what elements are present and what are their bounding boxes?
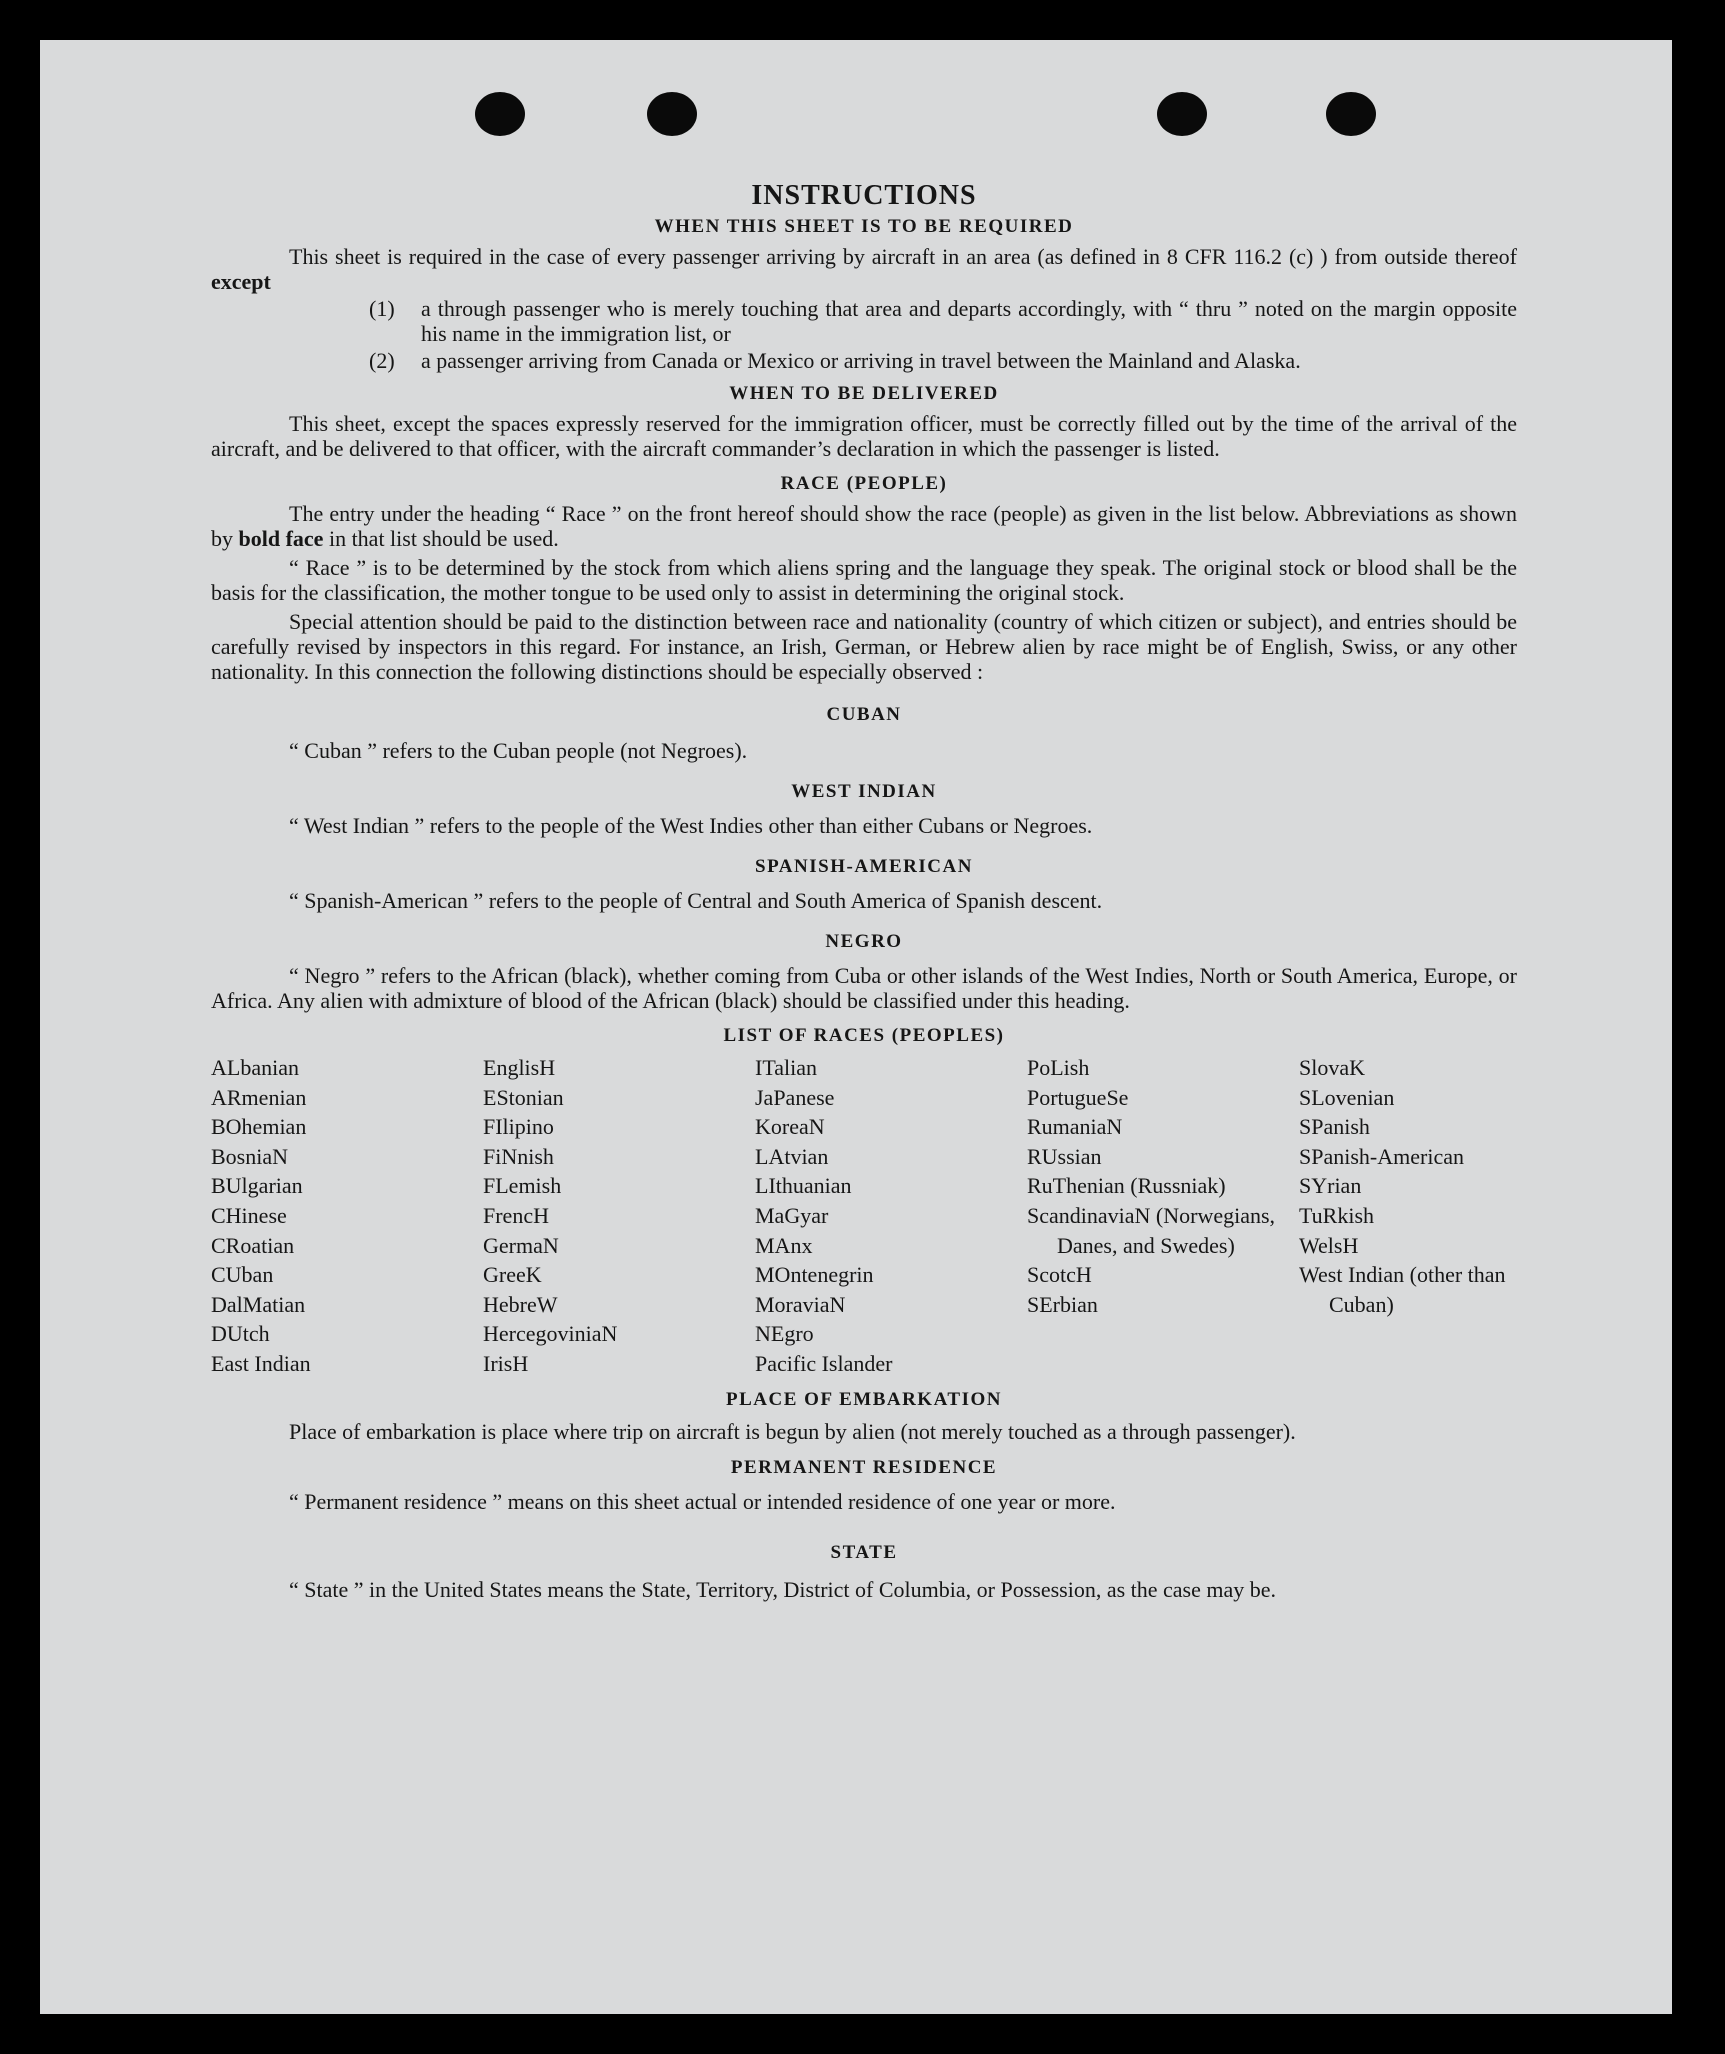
- race-paragraph-2: “ Race ” is to be determined by the stock from which aliens spring and the language they speak. The original stock or blood shall be the basis for the classification, the mother tongue to be used only to assist in determining the original stock.: [211, 555, 1517, 605]
- punch-hole: [1157, 92, 1207, 136]
- races-list: [211, 1053, 1517, 1379]
- section-heading-spanish-american: SPANISH-AMERICAN: [755, 856, 973, 877]
- race-paragraph-3: Special attention should be paid to the distinction between race and nationality (country of which citizen or subject), and entries should be carefully revised by inspectors in this regard. For instance, an Irish, German, or Hebrew alien by race might be of English, Swiss, or any other nationality. In this connection the following distinctions should be especially observed :: [211, 609, 1517, 684]
- race-entry: ALbanian: [211, 1055, 299, 1080]
- race-entry: SLovenian: [1299, 1084, 1395, 1110]
- section-heading-west-indian: WEST INDIAN: [791, 781, 937, 802]
- required-text: This sheet is required in the case of every passenger arriving by aircraft in an area (as defined in 8 CFR 116.2 (c) ) from outside thereof: [289, 244, 1517, 269]
- races-column: [755, 1053, 1027, 1379]
- race-entry: ScandinaviaN (Norwegians, Danes, and Swedes): [1027, 1202, 1276, 1258]
- item-text: a passenger arriving from Canada or Mexico or arriving in travel between the Mainland and Alaska.: [421, 348, 1301, 373]
- race-entry: FLemish: [483, 1173, 562, 1199]
- race-entry: FiNnish: [483, 1143, 554, 1169]
- race-entry: CRoatian: [211, 1232, 295, 1258]
- race-text: The entry under the heading “ Race ” on the front hereof should show the race (people) as given in the list below. Abbreviations as shown by: [211, 501, 1517, 551]
- race-entry: East Indian: [211, 1350, 311, 1376]
- section-heading-negro: NEGRO: [825, 931, 903, 952]
- section-heading-required: WHEN THIS SHEET IS TO BE REQUIRED: [654, 216, 1074, 237]
- races-column: [211, 1053, 483, 1379]
- exception-item: [369, 296, 1517, 346]
- race-entry: TuRkish: [1299, 1202, 1375, 1228]
- race-entry: SlovaK: [1299, 1055, 1365, 1080]
- race-entry: DUtch: [211, 1321, 270, 1347]
- embarkation-paragraph: Place of embarkation is place where trip on aircraft is begun by alien (not merely touched as a through passenger).: [289, 1418, 1296, 1444]
- west-indian-paragraph: “ West Indian ” refers to the people of the West Indies other than either Cubans or Negroes.: [289, 813, 1093, 838]
- race-entry: LAtvian: [755, 1143, 829, 1169]
- race-entry: HebreW: [483, 1291, 558, 1317]
- race-entry: SErbian: [1027, 1291, 1098, 1317]
- state-paragraph: “ State ” in the United States means the State, Territory, District of Columbia, or Possession, as the case may be.: [289, 1576, 1277, 1602]
- race-entry: PortugueSe: [1027, 1084, 1129, 1110]
- race-entry: SYrian: [1299, 1173, 1362, 1199]
- race-text: in that list should be used.: [328, 526, 559, 551]
- exception-item: [369, 348, 1517, 373]
- race-entry: LIthuanian: [755, 1173, 852, 1199]
- race-entry: ScotcH: [1027, 1262, 1092, 1288]
- race-paragraph-1: [211, 501, 1517, 551]
- section-heading-races-list: LIST OF RACES (PEOPLES): [723, 1025, 1005, 1046]
- race-entry: ARmenian: [211, 1084, 307, 1110]
- race-entry: WelsH: [1299, 1232, 1359, 1258]
- race-entry: GermaN: [483, 1232, 559, 1258]
- race-entry: IrisH: [483, 1350, 529, 1376]
- punch-hole: [1326, 92, 1376, 136]
- race-entry: RuThenian (Russniak): [1027, 1173, 1226, 1199]
- race-entry: GreeK: [483, 1262, 542, 1288]
- race-entry: EnglisH: [483, 1055, 556, 1080]
- race-entry: BOhemian: [211, 1114, 307, 1140]
- race-entry: MOntenegrin: [755, 1262, 874, 1288]
- delivered-paragraph: This sheet, except the spaces expressly reserved for the immigration officer, must be correctly filled out by the time of the arrival of the aircraft, and be delivered to that officer, with the aircraft commander’s declaration in which the passenger is listed.: [211, 411, 1517, 461]
- races-column: [1027, 1053, 1299, 1379]
- item-text: a through passenger who is merely touching that area and departs accordingly, with “ thru ” noted on the margin opposite his name in the immigration list, or: [421, 296, 1517, 346]
- except-word: except: [211, 269, 271, 294]
- negro-paragraph: “ Negro ” refers to the African (black), whether coming from Cuba or other islands of the West Indies, North or South America, Europe, or Africa. Any alien with admixture of blood of the African (black) should be classified under this heading.: [211, 963, 1517, 1013]
- residence-paragraph: “ Permanent residence ” means on this sheet actual or intended residence of one year or more.: [289, 1488, 1116, 1514]
- race-entry: SPanish-American: [1299, 1143, 1464, 1169]
- race-entry: MAnx: [755, 1232, 813, 1258]
- race-entry: West Indian (other than Cuban): [1299, 1262, 1506, 1317]
- cuban-paragraph: “ Cuban ” refers to the Cuban people (not Negroes).: [289, 738, 748, 763]
- item-number: (1): [369, 296, 395, 321]
- section-heading-residence: PERMANENT RESIDENCE: [730, 1456, 998, 1478]
- punch-hole: [647, 92, 697, 136]
- races-column: [483, 1053, 755, 1379]
- race-entry: CHinese: [211, 1202, 287, 1228]
- race-entry: HercegoviniaN: [483, 1321, 618, 1347]
- race-entry: SPanish: [1299, 1114, 1370, 1140]
- race-entry: NEgro: [755, 1321, 814, 1347]
- race-entry: RUssian: [1027, 1143, 1102, 1169]
- required-paragraph: [211, 244, 1517, 294]
- race-entry: BUlgarian: [211, 1173, 303, 1199]
- race-entry: MaGyar: [755, 1202, 829, 1228]
- race-entry: JaPanese: [755, 1084, 835, 1110]
- race-entry: CUban: [211, 1262, 274, 1288]
- race-entry: FIlipino: [483, 1114, 554, 1140]
- bold-face-text: bold face: [238, 526, 324, 551]
- race-entry: RumaniaN: [1027, 1114, 1123, 1140]
- race-entry: PoLish: [1027, 1055, 1090, 1080]
- race-entry: KoreaN: [755, 1114, 825, 1140]
- section-heading-delivered: WHEN TO BE DELIVERED: [729, 383, 999, 404]
- race-entry: MoraviaN: [755, 1291, 846, 1317]
- races-column: [1299, 1053, 1517, 1379]
- section-heading-state: STATE: [830, 1541, 898, 1563]
- page-title: INSTRUCTIONS: [751, 180, 977, 211]
- spanish-american-paragraph: “ Spanish-American ” refers to the people of Central and South America of Spanish descent.: [289, 888, 1103, 913]
- race-entry: Pacific Islander: [755, 1350, 893, 1376]
- section-heading-cuban: CUBAN: [826, 704, 902, 725]
- item-number: (2): [369, 348, 395, 373]
- document-page: [40, 40, 1672, 2014]
- race-entry: FrencH: [483, 1202, 549, 1228]
- instructions-body: [211, 180, 1517, 1606]
- race-entry: DalMatian: [211, 1291, 306, 1317]
- section-heading-race: RACE (PEOPLE): [780, 473, 948, 494]
- section-heading-embarkation: PLACE OF EMBARKATION: [726, 1388, 1002, 1410]
- race-entry: EStonian: [483, 1084, 564, 1110]
- race-entry: ITalian: [755, 1055, 817, 1080]
- race-entry: BosniaN: [211, 1143, 288, 1169]
- punch-hole: [475, 92, 525, 136]
